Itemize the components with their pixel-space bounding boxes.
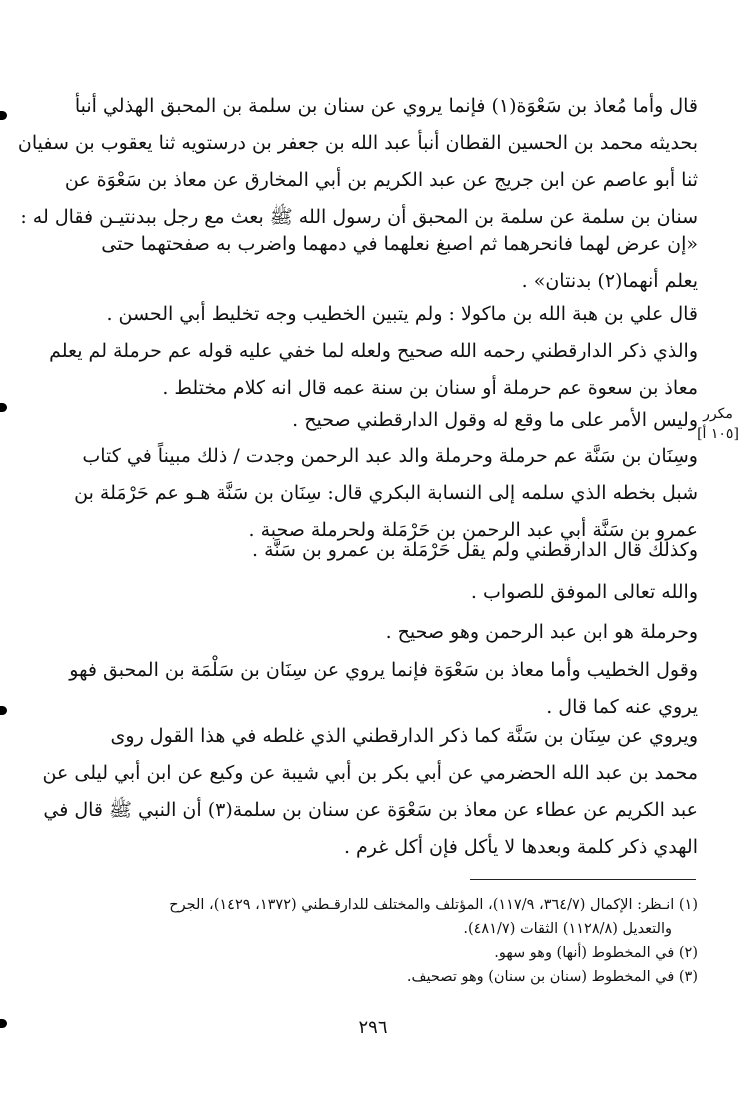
scan-edge-mark — [0, 706, 7, 715]
text-line: والله تعالى الموفق للصواب . — [470, 581, 698, 603]
footnote-separator — [470, 879, 696, 880]
scan-edge-mark — [0, 403, 7, 412]
text-line: عبد الكريم عن عطاء عن معاذ بن سَعْوَة عن سنان بن سلمة(٣) أن النبي ﷺ قال في — [43, 799, 698, 821]
footnote-line: (٣) في المخطوط (سنان بن سنان) وهو تصحيف. — [406, 969, 698, 985]
text-line: يعلم أنهما(٢) بدنتان» . — [521, 270, 698, 292]
margin-note-word: مكرر — [703, 406, 733, 422]
text-line: وليس الأمر على ما وقع له وقول الدارقطني صحيح . — [292, 409, 698, 431]
text-line: عمرو بن سَنَّة أبي عبد الرحمن بن حَرْمَلة ولحرملة صحبة . — [248, 519, 698, 541]
scan-edge-mark — [0, 111, 7, 120]
text-line: وحرملة هو ابن عبد الرحمن وهو صحيح . — [385, 621, 698, 643]
text-line: وكذلك قال الدارقطني ولم يقل حَرْمَلة بن عمرو بن سَنَّة . — [252, 539, 698, 561]
text-line: بحديثه محمد بن الحسين القطان أنبأ عبد الله بن جعفر بن درستويه ثنا يعقوب بن سفيان — [17, 132, 698, 154]
text-line: قال وأما مُعاذ بن سَعْوَة(١) فإنما يروي عن سنان بن سلمة بن المحبق الهذلي أنبأ — [74, 95, 698, 117]
text-line: الهدي ذكر كلمة وبعدها لا يأكل فإن أكل غرم . — [343, 836, 698, 858]
text-line: سنان بن سلمة عن سلمة بن المحبق أن رسول الله ﷺ بعث مع رجل ببدنتيـن فقال له : — [20, 206, 698, 228]
paragraph-harmala — [76, 614, 698, 651]
text-line: ويروي عن سِنَان بن سَنَّة كما ذكر الدارقطني الذي غلطه في هذا القول روى — [110, 725, 698, 747]
footnote-line: (٢) في المخطوط (أنها) وهو سهو. — [494, 945, 698, 961]
paragraph-statement — [76, 402, 698, 439]
text-line: يروي عنه كما قال . — [546, 696, 698, 718]
paragraph-hadith-text — [76, 226, 698, 300]
footnote-line: (١) انـظر: الإكمال (٣٦٤/٧، ١١٧/٩)، المؤتلف والمختلف للدارقـطني (١٣٧٢، ١٤٢٩)، الجرح — [169, 897, 698, 913]
margin-note — [693, 404, 743, 444]
text-line: وسِنَان بن سَنَّة عم حرملة وحرملة والد عبد الرحمن وجدت / ذلك مبيناً في كتاب — [82, 445, 698, 467]
footnote-line: والتعديل (١١٢٨/٨) الثقات (٤٨١/٧). — [463, 921, 672, 937]
text-line: شبل بخطه الذي سلمه إلى النسابة البكري قال: سِنَان بن سَنَّة هـو عم حَرْمَلة بن — [74, 482, 698, 504]
text-line: محمد بن عبد الله الحضرمي عن أبي بكر بن أبي شيبة عن وكيع عن ابن أبي ليلى عن — [42, 762, 698, 784]
paragraph-narration-chain — [42, 718, 698, 866]
paragraph-khatib-quote — [69, 652, 698, 726]
footnotes — [48, 893, 698, 989]
margin-note-folio: [١٠٥ أ] — [697, 426, 739, 442]
paragraph-daraqutni — [76, 532, 698, 569]
text-line: «إن عرض لهما فانحرهما ثم اصبغ نعلهما في دمهما واضرب به صفحتهما حتى — [101, 233, 698, 255]
paragraph-ibn-makula-quote — [17, 88, 698, 236]
text-line: معاذ بن سعوة عم حرملة أو سنان بن سنة عمه قال انه كلام مختلط . — [162, 377, 698, 399]
text-line: والذي ذكر الدارقطني رحمه الله صحيح ولعله لما خفي عليه قوله عم حرملة لم يعلم — [49, 340, 698, 362]
text-line: ثنا أبو عاصم عن ابن جريج عن عبد الكريم بن أبي المخارق عن معاذ بن سَعْوَة عن — [64, 169, 698, 191]
paragraph-closing-phrase — [76, 574, 698, 611]
page-number: ٢٩٦ — [358, 1017, 388, 1038]
paragraph-ibn-makula-comment — [49, 296, 698, 407]
text-line: وقول الخطيب وأما معاذ بن سَعْوَة فإنما يروي عن سِنَان بن سَلْمَة بن المحبق فهو — [69, 659, 698, 681]
text-line: قال علي بن هبة الله بن ماكولا : ولم يتبين الخطيب وجه تخليط أبي الحسن . — [106, 303, 698, 325]
